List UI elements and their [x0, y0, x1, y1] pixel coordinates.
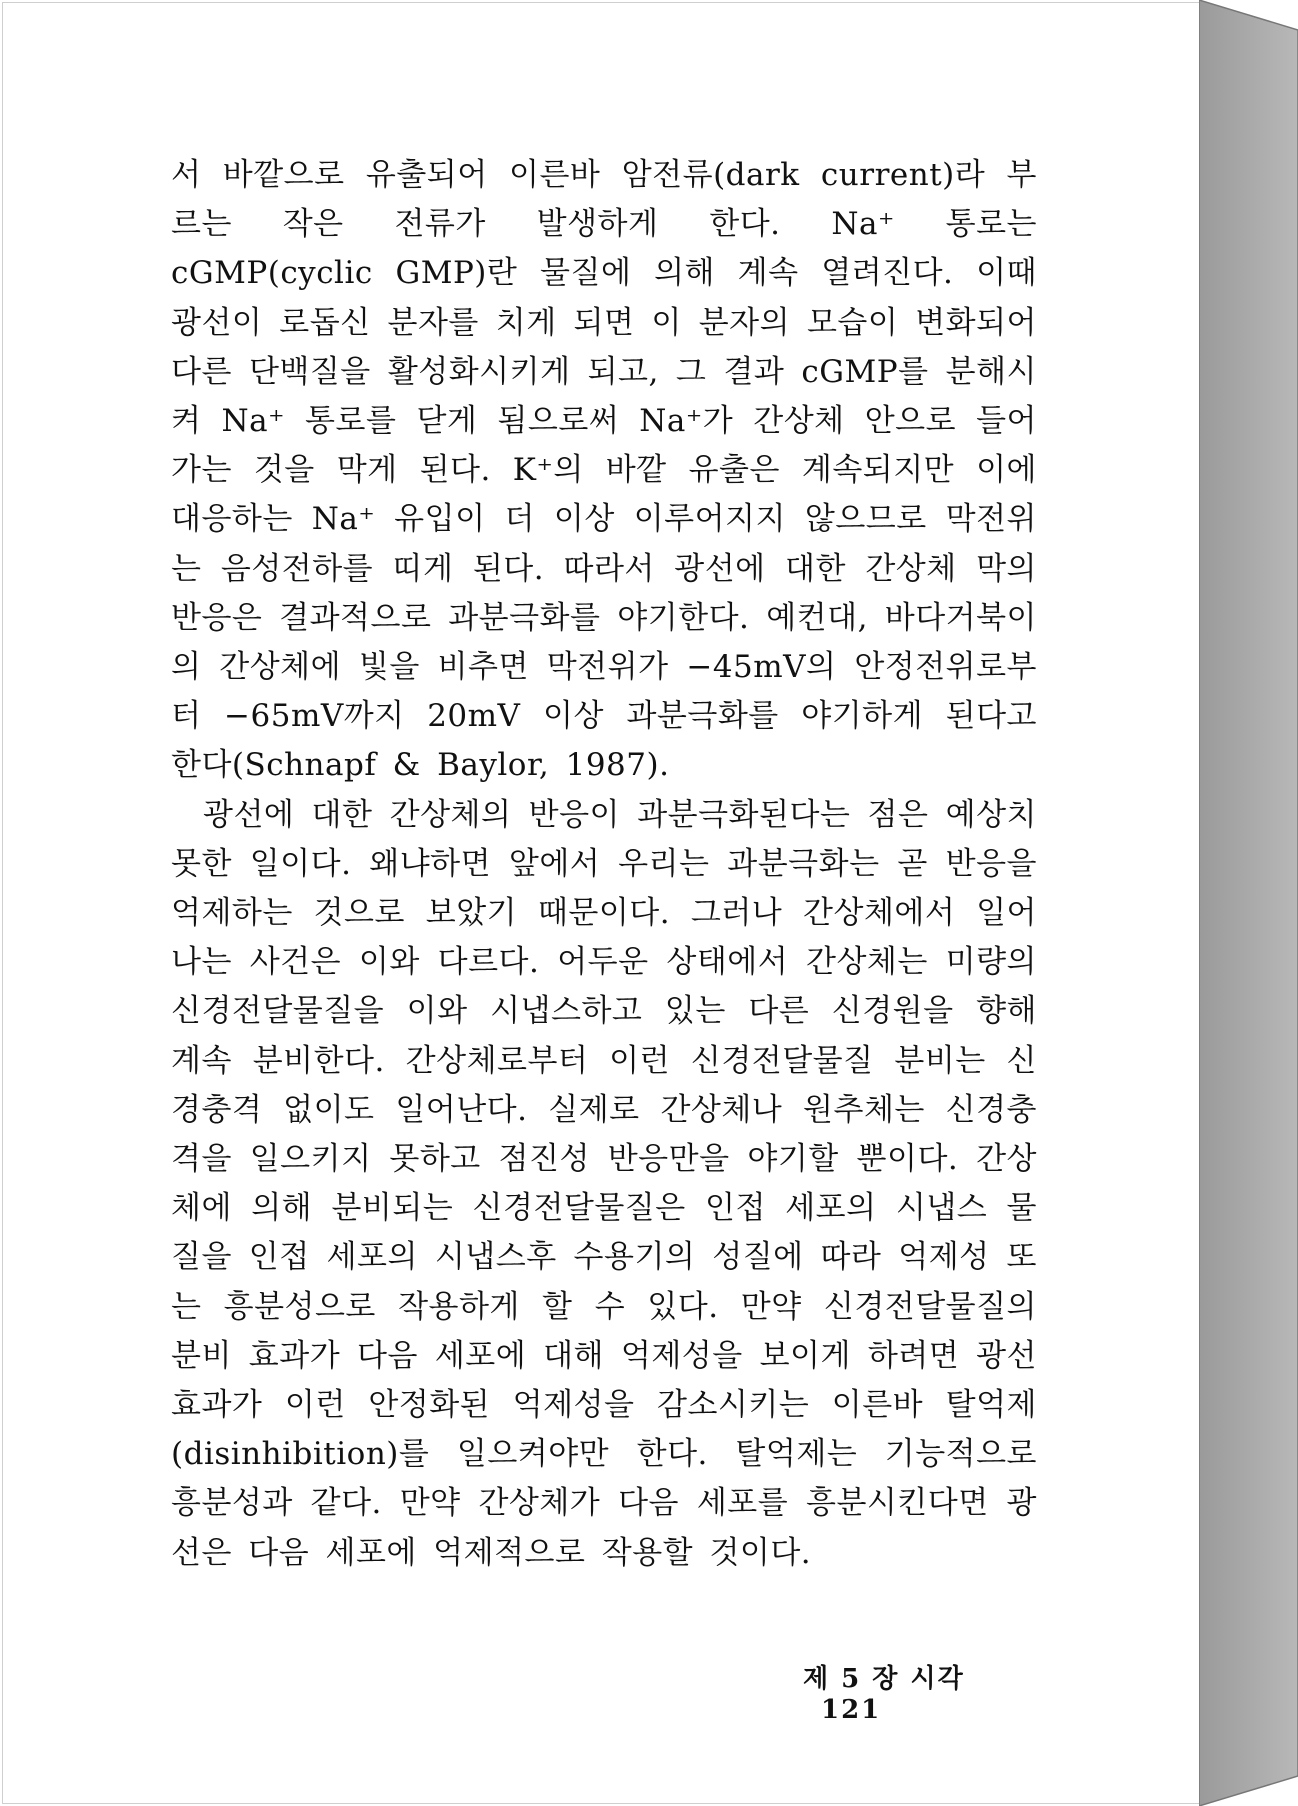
- page-footer: [803, 1658, 1013, 1725]
- paragraph-2: 광선에 대한 간상체의 반응이 과분극화된다는 점은 예상치 못한 일이다. 왜냐하면 앞에서 우리는 과분극화는 곧 반응을 억제하는 것으로 보았기 때문이다. 그러나 간상체에서 일어나는 사건은 이와 다르다. 어두운 상태에서 간상체는 미량의 신경전달물질을 이와 시냅스하고 있는 다른 신경원을 향해 계속 분비한다. 간상체로부터 이런 신경전달물질 분비는 신경충격 없이도 일어난다. 실제로 간상체나 원추체는 신경충격을 일으키지 못하고 점진성 반응만을 야기할 뿐이다. 간상체에 의해 분비되는 신경전달물질은 인접 세포의 시냅스 물질을 인접 세포의 시냅스후 수용기의 성질에 따라 억제성 또는 흥분성으로 작용하게 할 수 있다. 만약 신경전달물질의 분비 효과가 다음 세포에 대해 억제성을 보이게 하려면 광선효과가 이런 안정화된 억제성을 감소시키는 이른바 탈억제(disinhibition)를 일으켜야만 한다. 탈억제는 기능적으로 흥분성과 같다. 만약 간상체가 다음 세포를 흥분시킨다면 광선은 다음 세포에 억제적으로 작용할 것이다.: [171, 796, 1037, 1571]
- body-text: [171, 151, 1037, 1578]
- book-page: [2, 2, 1200, 1804]
- paragraph-1: 서 바깥으로 유출되어 이른바 암전류(dark current)라 부르는 작은 전류가 발생하게 한다. Na⁺ 통로는 cGMP(cyclic GMP)란 물질에 의해 계속 열려진다. 이때 광선이 로돕신 분자를 치게 되면 이 분자의 모습이 변화되어 다른 단백질을 활성화시키게 되고, 그 결과 cGMP를 분해시켜 Na⁺ 통로를 닫게 됨으로써 Na⁺가 간상체 안으로 들어가는 것을 막게 된다. K⁺의 바깥 유출은 계속되지만 이에 대응하는 Na⁺ 유입이 더 이상 이루어지지 않으므로 막전위는 음성전하를 띠게 된다. 따라서 광선에 대한 간상체 막의 반응은 결과적으로 과분극화를 야기한다. 예컨대, 바다거북이의 간상체에 빛을 비추면 막전위가 −45mV의 안정전위로부터 −65mV까지 20mV 이상 과분극화를 야기하게 된다고 한다(Schnapf & Baylor, 1987).: [171, 157, 1037, 784]
- chapter-title: 제 5 장 시각: [803, 1664, 965, 1694]
- page-number: 121: [821, 1695, 882, 1725]
- book-spine-edge: [1199, 0, 1298, 1806]
